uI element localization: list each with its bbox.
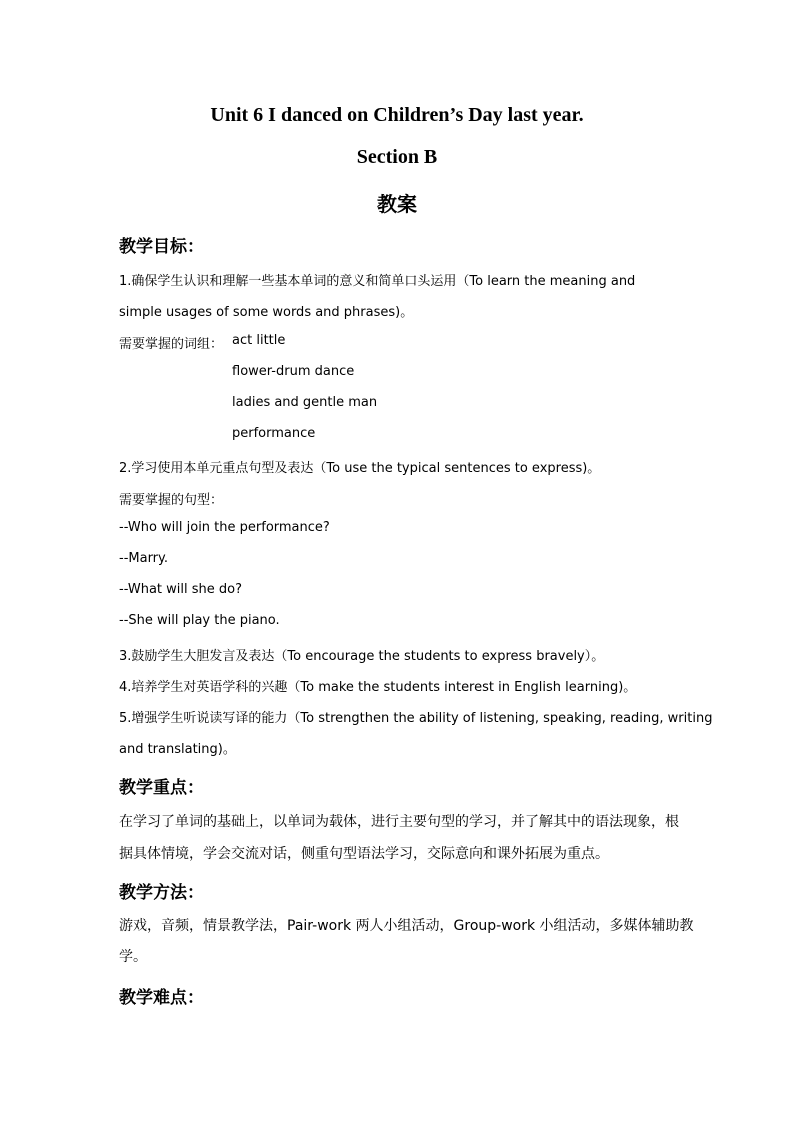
key-points-line-1: 在学习了单词的基础上，以单词为载体，进行主要句型的学习，并了解其中的语法现象，根 — [119, 814, 679, 830]
lesson-plan-title: 教案 — [377, 192, 417, 216]
methods-line-1: 游戏，音频，情景教学法，Pair-work 两人小组活动，Group-work 小组活动，多媒体辅助教 — [119, 918, 694, 934]
sentences-label: 需要掌握的句型： — [119, 493, 224, 508]
objective-5-line-2: and translating)。 — [119, 742, 236, 757]
key-points-line-2: 据具体情境，学会交流对话，侧重句型语法学习，交际意向和课外拓展为重点。 — [119, 846, 609, 862]
objective-1-line-1: 1.确保学生认识和理解一些基本单词的意义和简单口头运用（To learn the meaning and — [119, 274, 636, 289]
phrases-label: 需要掌握的词组： — [119, 337, 224, 352]
key-points-heading: 教学重点： — [119, 778, 204, 798]
sentence-item: --Marry. — [119, 551, 168, 566]
phrase-item: act little — [232, 333, 286, 348]
phrase-item: performance — [232, 426, 316, 441]
document-title: Unit 6 I danced on Children’s Day last year. — [210, 104, 584, 126]
section-title: Section B — [356, 146, 438, 168]
objectives-heading: 教学目标： — [119, 237, 204, 257]
objective-1-line-2: simple usages of some words and phrases)。 — [119, 305, 414, 320]
objective-2: 2.学习使用本单元重点句型及表达（To use the typical sentences to express)。 — [119, 461, 601, 476]
difficulties-heading: 教学难点： — [119, 988, 204, 1008]
phrase-item: ladies and gentle man — [232, 395, 378, 410]
phrase-item: flower-drum dance — [232, 364, 355, 379]
objective-5-line-1: 5.增强学生听说读写译的能力（To strengthen the ability of listening, speaking, reading, writing — [119, 711, 713, 726]
sentence-item: --Who will join the performance? — [119, 520, 330, 535]
sentence-item: --She will play the piano. — [119, 613, 280, 628]
methods-heading: 教学方法： — [119, 883, 204, 903]
methods-line-2: 学。 — [119, 949, 147, 965]
sentence-item: --What will she do? — [119, 582, 242, 597]
objective-4: 4.培养学生对英语学科的兴趣（To make the students interest in English learning)。 — [119, 680, 637, 695]
objective-3: 3.鼓励学生大胆发言及表达（To encourage the students to express bravely）。 — [119, 649, 605, 664]
